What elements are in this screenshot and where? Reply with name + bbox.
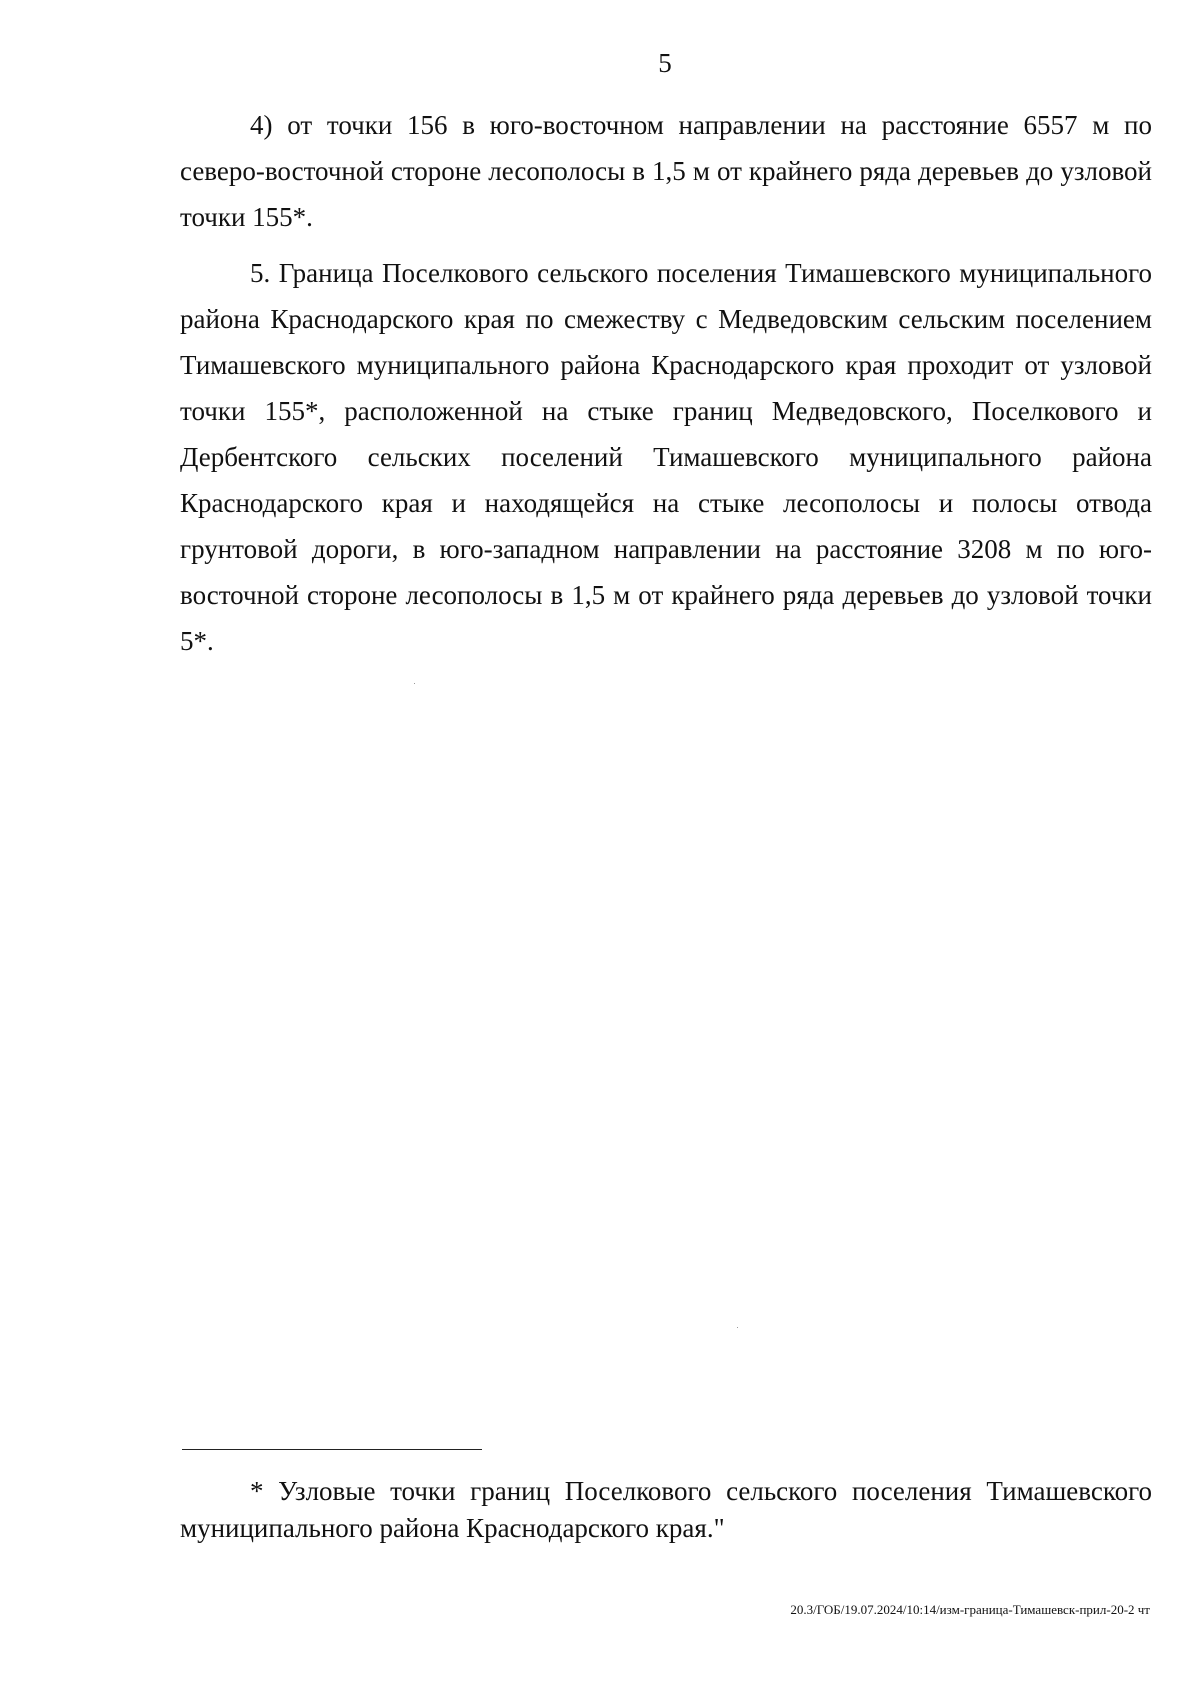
paragraph-section-5: 5. Граница Поселкового сельского поселения Тимашевского муниципального района Краснодарского края по смежеству с Медведовским сельским поселением Тимашевского муниципального района Краснодарского края проходит от узловой точки 155*, расположенной на стыке границ Медведовского, Поселкового и Дербентского сельских поселений Тимашевского муниципального района Краснодарского края и находящейся на стыке лесополосы и полосы отвода грунтовой дороги, в юго-западном направлении на расстояние 3208 м по юго-восточной стороне лесополосы в 1,5 м от крайнего ряда деревьев до узловой точки 5*. [180, 258, 1152, 656]
scan-speck [737, 1327, 738, 1328]
page-number: 5 [658, 48, 672, 78]
footnote-separator [182, 1449, 482, 1450]
footnote: * Узловые точки границ Поселкового сельского поселения Тимашевского муниципального района Краснодарского края." [180, 1476, 1152, 1543]
document-code: 20.3/ГОБ/19.07.2024/10:14/изм-граница-Тимашевск-прил-20-2 чт [790, 1602, 1150, 1617]
scan-speck [414, 683, 415, 684]
document-body [180, 102, 1152, 674]
paragraph-item-4: 4) от точки 156 в юго-восточном направлении на расстояние 6557 м по северо-восточной стороне лесополосы в 1,5 м от крайнего ряда деревьев до узловой точки 155*. [180, 110, 1152, 232]
